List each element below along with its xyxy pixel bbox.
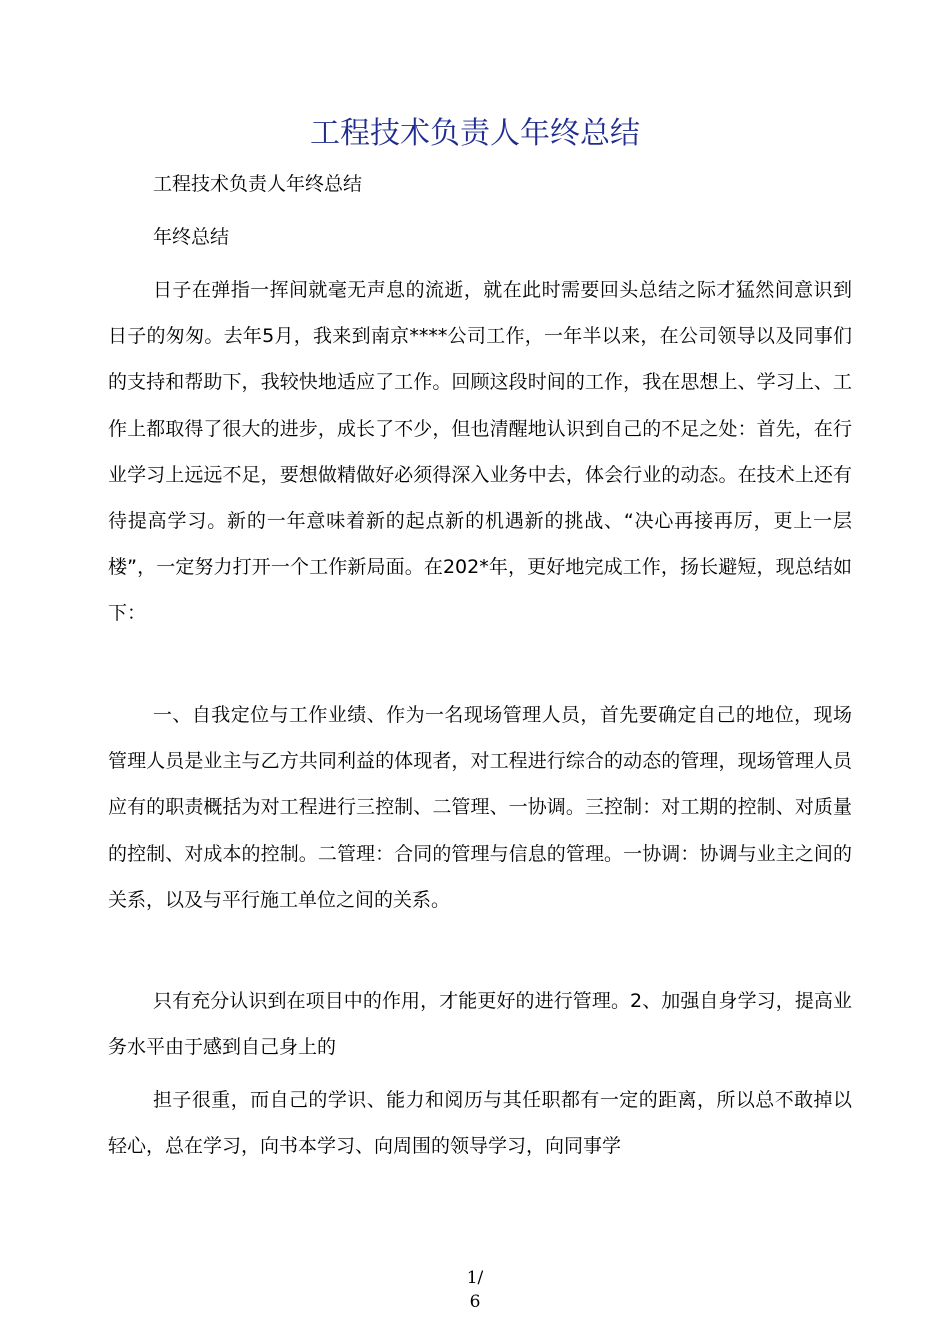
paragraph-learning: 担子很重，而自己的学识、能力和阅历与其任职都有一定的距离，所以总不敢掉以轻心，总在学习，向书本学习、向周围的领导学习，向同事学 <box>108 1089 852 1158</box>
paragraph-role-understanding: 只有充分认识到在项目中的作用，才能更好的进行管理。2、加强自身学习，提高业务水平由于感到自己身上的 <box>108 990 852 1059</box>
document-title: 工程技术负责人年终总结 <box>310 116 640 151</box>
page-number-current: 1/ <box>466 1268 484 1288</box>
page-number-total: 6 <box>469 1292 481 1312</box>
section-heading: 年终总结 <box>153 226 230 248</box>
paragraph-intro: 日子在弹指一挥间就毫无声息的流逝，就在此时需要回头总结之际才猛然间意识到日子的匆匆。去年5月，我来到南京****公司工作，一年半以来，在公司领导以及同事们的支持和帮助下，我较快地适应了工作。回顾这段时间的工作，我在思想上、学习上、工作上都取得了很大的进步，成长了不少，但也清醒地认识到自己的不足之处：首先，在行业学习上远远不足，要想做精做好必须得深入业务中去，体会行业的动态。在技术上还有待提高学习。新的一年意味着新的起点新的机遇新的挑战、“决心再接再厉，更上一层楼”，一定努力打开一个工作新局面。在202*年，更好地完成工作，扬长避短，现总结如下： <box>108 279 852 625</box>
paragraph-self-positioning: 一、自我定位与工作业绩、作为一名现场管理人员，首先要确定自己的地位，现场管理人员是业主与乙方共同利益的体现者，对工程进行综合的动态的管理，现场管理人员应有的职责概括为对工程进行三控制、二管理、一协调。三控制：对工期的控制、对质量的控制、对成本的控制。二管理：合同的管理与信息的管理。一协调：协调与业主之间的关系，以及与平行施工单位之间的关系。 <box>108 704 852 911</box>
page-number <box>0 1266 950 1314</box>
document-subtitle: 工程技术负责人年终总结 <box>153 173 363 195</box>
